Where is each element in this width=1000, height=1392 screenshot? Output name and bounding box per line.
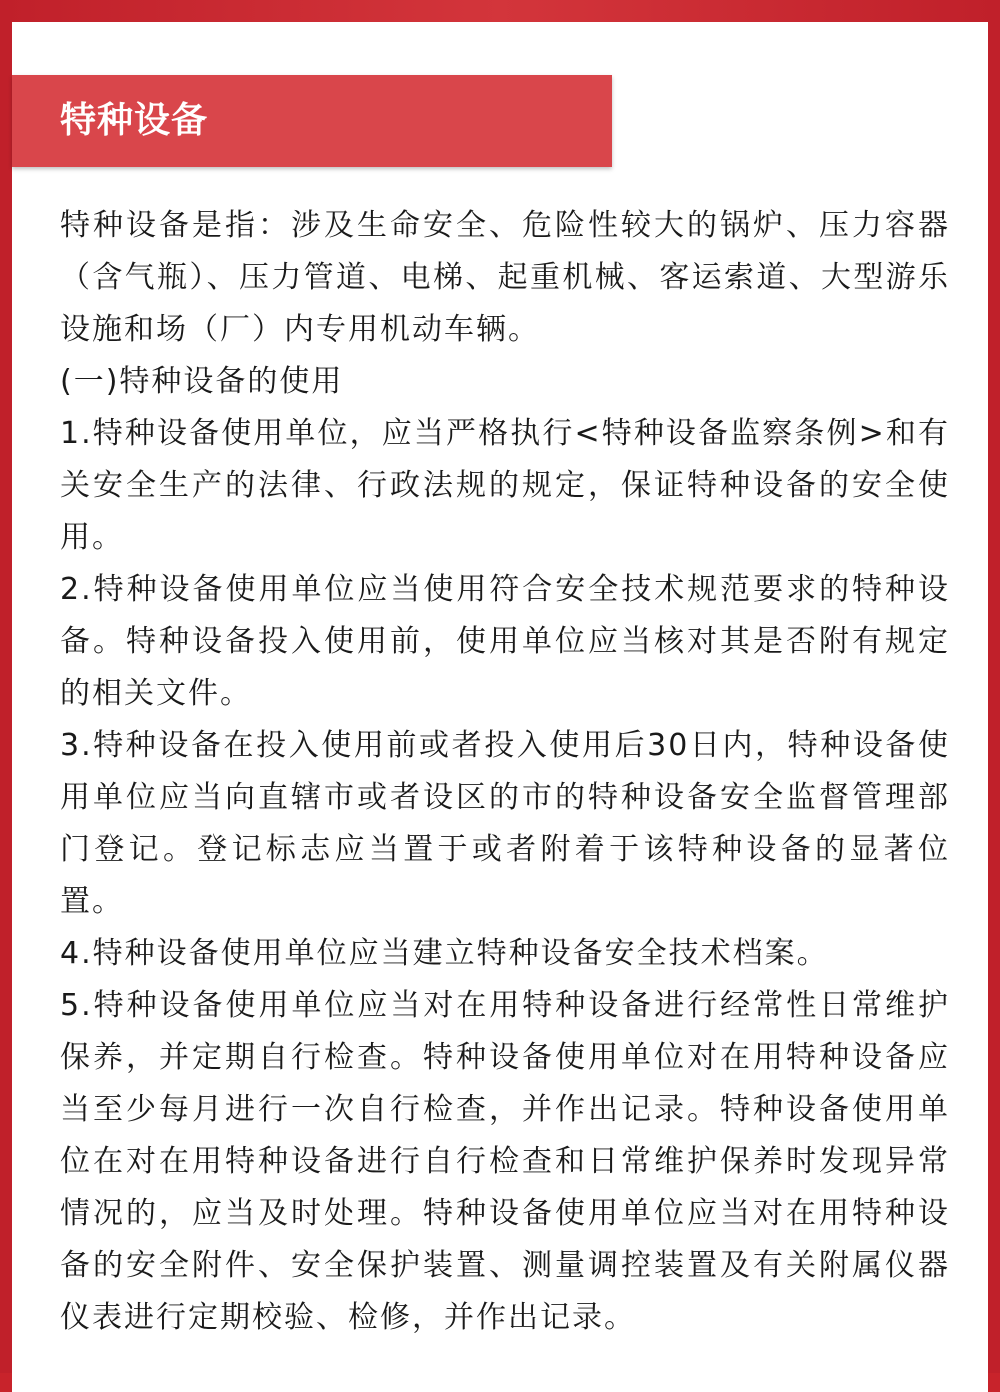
paragraph-item-2: 2.特种设备使用单位应当使用符合安全技术规范要求的特种设备。特种设备投入使用前，使用单位应当核对其是否附有规定的相关文件。 xyxy=(60,572,950,711)
content-card xyxy=(12,22,988,1392)
section-heading-usage: (一)特种设备的使用 xyxy=(60,364,344,399)
paragraph-item-4: 4.特种设备使用单位应当建立特种设备安全技术档案。 xyxy=(60,936,829,971)
page-title: 特种设备 xyxy=(60,100,209,141)
title-banner xyxy=(12,75,612,167)
paragraph-item-5: 5.特种设备使用单位应当对在用特种设备进行经常性日常维护保养，并定期自行检查。特种设备使用单位对在用特种设备应当至少每月进行一次自行检查，并作出记录。特种设备使用单位在对在用特种设备进行自行检查和日常维护保养时发现异常情况的，应当及时处理。特种设备使用单位应当对在用特种设备的安全附件、安全保护装置、测量调控装置及有关附属仪器仪表进行定期校验、检修，并作出记录。 xyxy=(60,988,950,1335)
paragraph-item-3: 3.特种设备在投入使用前或者投入使用后30日内，特种设备使用单位应当向直辖市或者设区的市的特种设备安全监督管理部门登记。登记标志应当置于或者附着于该特种设备的显著位置。 xyxy=(60,728,950,919)
paragraph-definition: 特种设备是指：涉及生命安全、危险性较大的锅炉、压力容器（含气瓶）、压力管道、电梯、起重机械、客运索道、大型游乐设施和场（厂）内专用机动车辆。 xyxy=(60,208,950,347)
body-text xyxy=(60,200,950,1344)
paragraph-item-1: 1.特种设备使用单位，应当严格执行<特种设备监察条例>和有关安全生产的法律、行政法规的规定，保证特种设备的安全使用。 xyxy=(60,416,950,555)
